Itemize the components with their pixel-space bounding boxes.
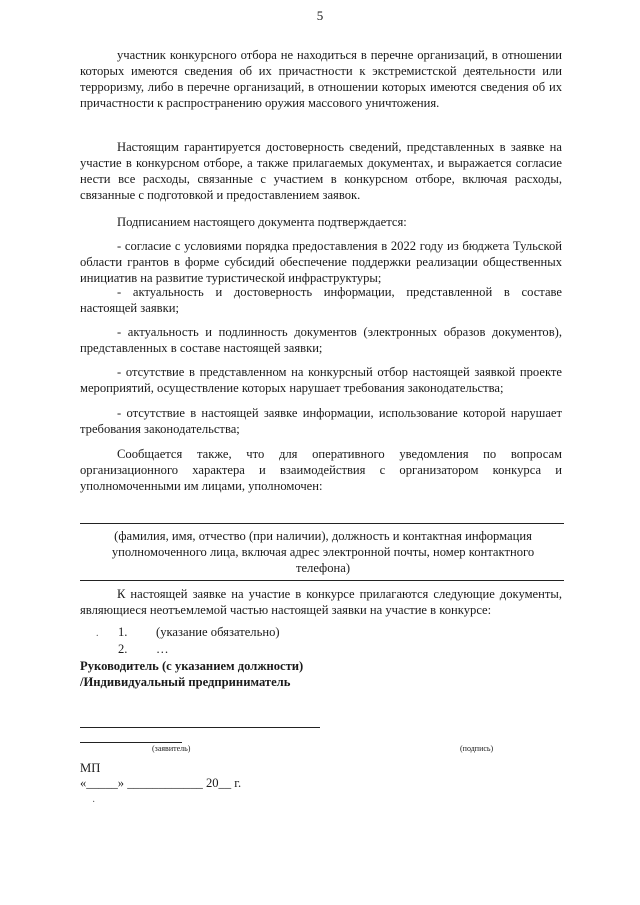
attachment-item-1-number: 1. (118, 625, 128, 639)
signatory-title-line2: /Индивидуальный предприниматель (80, 675, 291, 689)
date-line: «_____» ____________ 20__ г. (80, 776, 242, 790)
authorized-person-fill-line[interactable] (80, 523, 564, 524)
paragraph-no-violations: - отсутствие в представленном на конкурсный отбор настоящей заявкой проекте мероприятий, осуществление которых нарушает требования законодательства; (80, 365, 562, 395)
stamp-mark: МП (80, 761, 101, 775)
paragraph-docs-authenticity: - актуальность и подлинность документов (электронных образов документов), представленных в составе настоящей заявки; (80, 325, 562, 355)
attachment-item-2-number: 2. (118, 642, 128, 656)
signature-caption: (подпись) (460, 744, 494, 753)
list-bullet-mark: . (96, 628, 99, 639)
signatory-title-line1: Руководитель (с указанием должности) (80, 659, 304, 673)
authorized-person-caption: (фамилия, имя, отчество (при наличии), должность и контактная информация уполномоченного лица, включая адрес электронной почты, номер контактного телефона) (111, 529, 535, 575)
paragraph-confirmation-intro: Подписанием настоящего документа подтверждается: (117, 215, 407, 229)
paragraph-consent-terms: - согласие с условиями порядка предоставления в 2022 году из бюджета Тульской области грантов в форме субсидий обеспечение поддержки реализации общественных инициатив на развитие туристической инфраструктуры; (80, 239, 562, 285)
applicant-fill-line[interactable] (80, 742, 182, 743)
attachment-item-1-text: (указание обязательно) (156, 625, 280, 639)
applicant-caption: (заявитель) (152, 744, 191, 753)
paragraph-no-restricted-info: - отсутствие в настоящей заявке информации, использование которой нарушает требования законодательства; (80, 406, 562, 436)
stray-mark: · (92, 797, 96, 808)
attachment-item-2-text: … (156, 642, 169, 656)
signatory-fill-line[interactable] (80, 727, 320, 728)
paragraph-info-accuracy: - актуальность и достоверность информации, представленной в составе настоящей заявки; (80, 285, 562, 315)
caption-bottom-line (80, 580, 564, 581)
paragraph-extremism: участник конкурсного отбора не находиться в перечне организаций, в отношении которых имеются сведения об их причастности к экстремистской деятельности или терроризму, либо в перечне организаций, в отношении которых имеются сведения об их причастности к распространению оружия массового уничтожения. (80, 48, 562, 110)
page-number: 5 (316, 8, 324, 23)
paragraph-guarantee: Настоящим гарантируется достоверность сведений, представленных в заявке на участие в конкурсном отборе, а также прилагаемых документах, и выражается согласие нести все расходы, связанные с участием в конкурсном отборе, включая расходы, связанные с подготовкой и предоставлением заявок. (80, 140, 562, 202)
paragraph-attachments-intro: К настоящей заявке на участие в конкурсе прилагаются следующие документы, являющиеся неотъемлемой частью настоящей заявки на участие в конкурсе: (80, 587, 562, 617)
paragraph-authorized-person: Сообщается также, что для оперативного уведомления по вопросам организационного характера и взаимодействия с организатором конкурса и уполномоченными им лицами, уполномочен: (80, 447, 562, 493)
